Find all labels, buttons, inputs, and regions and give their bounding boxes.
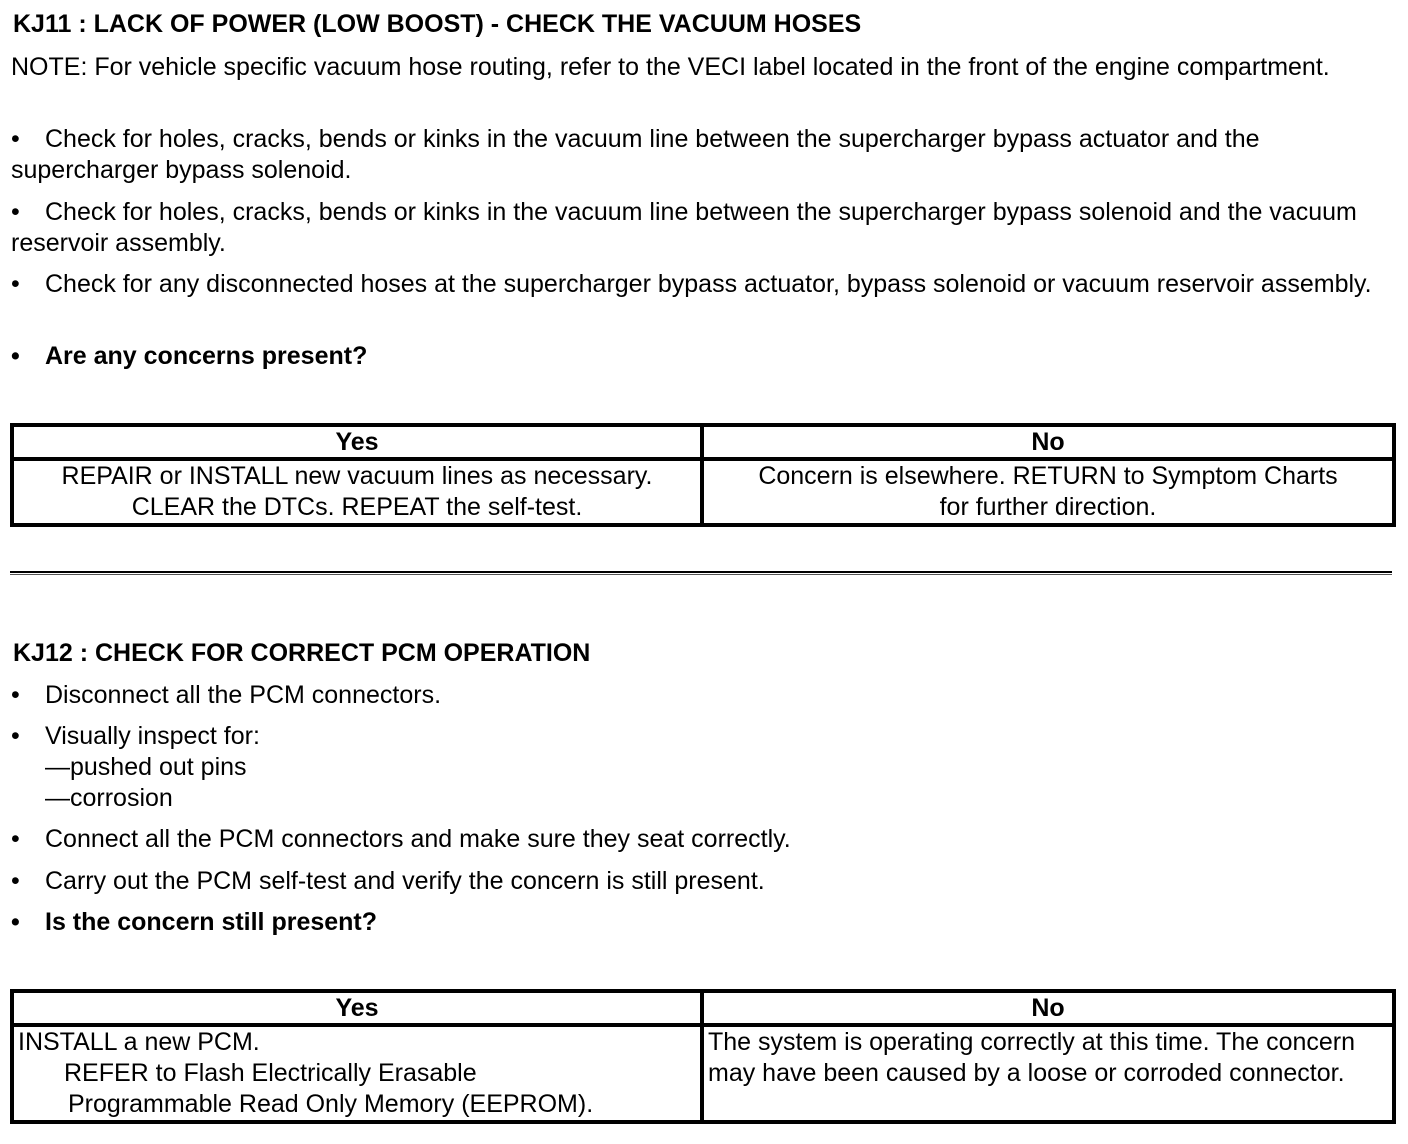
no-action-line-1: Concern is elsewhere. RETURN to Symptom Charts bbox=[758, 462, 1338, 490]
no-header: No bbox=[702, 991, 1394, 1025]
kj12-bullet-2-text: Visually inspect for: bbox=[45, 722, 260, 750]
table-row bbox=[12, 459, 1394, 525]
table-header-row bbox=[12, 425, 1394, 459]
yes-action-line-2: CLEAR the DTCs. REPEAT the self-test. bbox=[131, 493, 583, 521]
kj11-question bbox=[11, 341, 1396, 372]
no-action-cell bbox=[702, 459, 1394, 525]
kj11-note: NOTE: For vehicle specific vacuum hose routing, refer to the VECI label located in the front of the engine compartment. bbox=[11, 53, 1330, 81]
bullet-icon: • bbox=[11, 722, 20, 750]
section-divider bbox=[10, 571, 1392, 575]
yes-action-cell bbox=[12, 1025, 702, 1122]
kj12-bullet-2 bbox=[11, 721, 1396, 814]
kj12-bullet-4 bbox=[11, 866, 1396, 897]
bullet-icon: • bbox=[11, 342, 20, 370]
kj12-bullet-1-text: Disconnect all the PCM connectors. bbox=[45, 681, 442, 709]
yes-action-line-3: Programmable Read Only Memory (EEPROM). bbox=[68, 1090, 594, 1118]
kj11-bullet-3-text: Check for any disconnected hoses at the supercharger bypass actuator, bypass solenoid or vacuum reservoir assembly. bbox=[45, 270, 1372, 298]
kj11-bullet-1 bbox=[11, 124, 1396, 186]
bullet-icon: • bbox=[11, 270, 20, 298]
table-header-row bbox=[12, 991, 1394, 1025]
kj11-decision-table bbox=[10, 423, 1396, 527]
kj12-sub-item-1: —pushed out pins bbox=[45, 753, 247, 781]
yes-action-line-2: REFER to Flash Electrically Erasable bbox=[64, 1059, 477, 1087]
no-header: No bbox=[702, 425, 1394, 459]
kj12-bullet-3-text: Connect all the PCM connectors and make sure they seat correctly. bbox=[45, 825, 791, 853]
bullet-icon: • bbox=[11, 198, 20, 226]
kj11-question-text: Are any concerns present? bbox=[45, 342, 368, 370]
no-action-cell: The system is operating correctly at this time. The concern may have been caused by a loose or corroded connector. bbox=[702, 1025, 1394, 1122]
yes-header: Yes bbox=[12, 425, 702, 459]
yes-header: Yes bbox=[12, 991, 702, 1025]
kj11-bullet-3 bbox=[11, 269, 1396, 300]
bullet-icon: • bbox=[11, 825, 20, 853]
yes-action-cell bbox=[12, 459, 702, 525]
bullet-icon: • bbox=[11, 867, 20, 895]
table-row bbox=[12, 1025, 1394, 1122]
kj12-title: KJ12 : CHECK FOR CORRECT PCM OPERATION bbox=[13, 639, 591, 667]
kj12-bullet-4-text: Carry out the PCM self-test and verify the concern is still present. bbox=[45, 867, 765, 895]
kj12-sub-item-2: —corrosion bbox=[45, 784, 173, 812]
yes-action-line-1: INSTALL a new PCM. bbox=[18, 1028, 260, 1056]
bullet-icon: • bbox=[11, 125, 20, 153]
no-action-line-2: for further direction. bbox=[939, 493, 1157, 521]
bullet-icon: • bbox=[11, 681, 20, 709]
kj12-question-text: Is the concern still present? bbox=[45, 908, 378, 936]
kj11-bullet-1-text: Check for holes, cracks, bends or kinks in the vacuum line between the supercharger bypass actuator and the supercharger bypass solenoid. bbox=[11, 125, 1260, 184]
kj12-bullet-3 bbox=[11, 824, 1396, 855]
kj12-decision-table bbox=[10, 989, 1396, 1124]
kj12-bullet-1 bbox=[11, 680, 1396, 711]
kj11-title: KJ11 : LACK OF POWER (LOW BOOST) - CHECK THE VACUUM HOSES bbox=[13, 10, 862, 38]
yes-action-line-1: REPAIR or INSTALL new vacuum lines as necessary. bbox=[61, 462, 653, 490]
kj11-bullet-2 bbox=[11, 197, 1396, 259]
kj11-bullet-2-text: Check for holes, cracks, bends or kinks in the vacuum line between the supercharger bypass solenoid and the vacuum reservoir assembly. bbox=[11, 198, 1357, 257]
kj12-question bbox=[11, 907, 1396, 938]
bullet-icon: • bbox=[11, 908, 20, 936]
